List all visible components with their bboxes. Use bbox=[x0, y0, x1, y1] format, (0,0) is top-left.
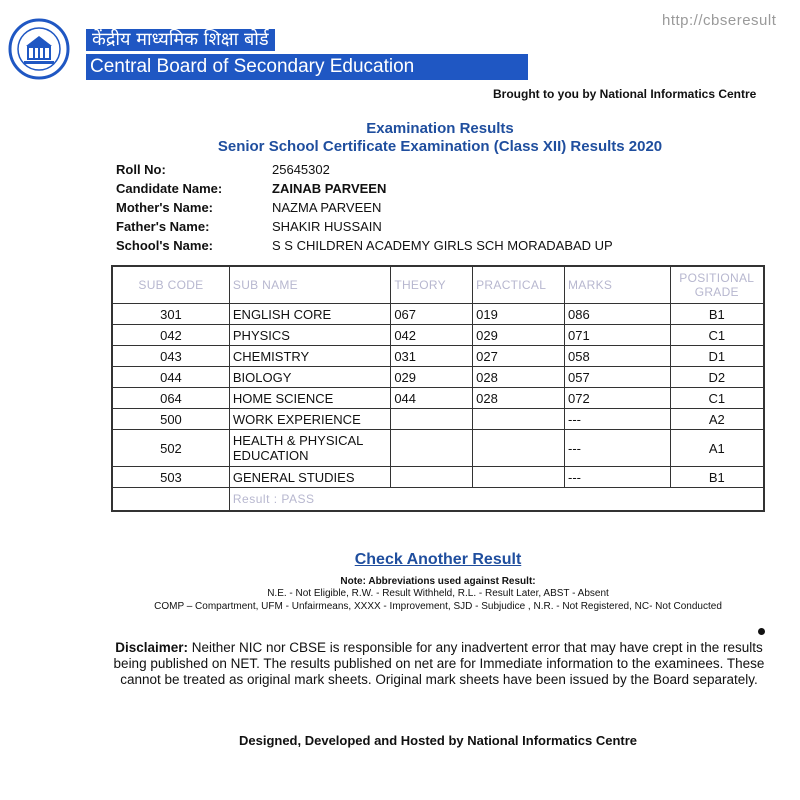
mother-value: NAZMA PARVEEN bbox=[272, 200, 382, 215]
name-label: Candidate Name: bbox=[116, 181, 223, 196]
header-grade: POSITIONAL GRADE bbox=[670, 266, 764, 304]
result-status: Result : PASS bbox=[229, 488, 764, 512]
cell-marks: --- bbox=[565, 409, 671, 430]
header-sub-name: SUB NAME bbox=[229, 266, 390, 304]
table-row bbox=[112, 304, 764, 325]
cell-sub-name: WORK EXPERIENCE bbox=[229, 409, 390, 430]
marks-table bbox=[111, 265, 765, 512]
notes-line-1: N.E. - Not Eligible, R.W. - Result Withheld, R.L. - Result Later, ABST - Absent bbox=[267, 588, 609, 599]
cell-theory bbox=[391, 430, 473, 467]
cell-sub-code: 044 bbox=[112, 367, 229, 388]
father-value: SHAKIR HUSSAIN bbox=[272, 219, 382, 234]
header-theory: THEORY bbox=[391, 266, 473, 304]
exam-title: Senior School Certificate Examination (Class XII) Results 2020 bbox=[217, 138, 663, 155]
cell-sub-code: 503 bbox=[112, 467, 229, 488]
roll-value: 25645302 bbox=[272, 162, 330, 177]
table-row bbox=[112, 467, 764, 488]
site-url: http://cbseresult bbox=[662, 12, 777, 29]
check-another-result-link[interactable]: Check Another Result bbox=[354, 551, 522, 568]
result-spacer-cell bbox=[112, 488, 229, 512]
cell-sub-name: HEALTH & PHYSICAL EDUCATION bbox=[229, 430, 390, 467]
cell-sub-code: 042 bbox=[112, 325, 229, 346]
notes-line-2: COMP – Compartment, UFM - Unfairmeans, XXXX - Improvement, SJD - Subjudice , N.R. - Not Registered, NC- Not Conducted bbox=[154, 601, 722, 612]
cell-marks: 058 bbox=[565, 346, 671, 367]
cell-grade: D1 bbox=[670, 346, 764, 367]
cell-practical bbox=[473, 430, 565, 467]
cell-grade: D2 bbox=[670, 367, 764, 388]
cell-theory: 044 bbox=[391, 388, 473, 409]
cell-sub-code: 502 bbox=[112, 430, 229, 467]
school-label: School's Name: bbox=[116, 238, 214, 253]
disclaimer-text: Neither NIC nor CBSE is responsible for any inadvertent error that may have crept in the results being published on NET. The results published on net are for Immediate information to the examinees. These cannot be treated as original mark sheets. Original mark sheets have been issued by the Board separately. bbox=[113, 640, 765, 687]
cell-theory: 031 bbox=[391, 346, 473, 367]
cell-theory: 029 bbox=[391, 367, 473, 388]
cell-grade: A2 bbox=[670, 409, 764, 430]
cell-sub-code: 064 bbox=[112, 388, 229, 409]
table-row bbox=[112, 325, 764, 346]
roll-label: Roll No: bbox=[116, 162, 166, 177]
table-row bbox=[112, 388, 764, 409]
cell-marks: --- bbox=[565, 467, 671, 488]
page-title: Examination Results bbox=[366, 120, 514, 137]
header-sub-code: SUB CODE bbox=[112, 266, 229, 304]
cell-practical: 028 bbox=[473, 367, 565, 388]
cell-sub-code: 043 bbox=[112, 346, 229, 367]
board-title-english: Central Board of Secondary Education bbox=[86, 54, 528, 80]
cell-theory bbox=[391, 409, 473, 430]
notes-title: Note: Abbreviations used against Result: bbox=[340, 576, 536, 587]
cell-practical: 019 bbox=[473, 304, 565, 325]
cell-theory: 067 bbox=[391, 304, 473, 325]
cell-marks: 086 bbox=[565, 304, 671, 325]
cell-grade: A1 bbox=[670, 430, 764, 467]
disclaimer bbox=[112, 640, 766, 688]
cell-theory bbox=[391, 467, 473, 488]
cell-theory: 042 bbox=[391, 325, 473, 346]
name-value: ZAINAB PARVEEN bbox=[272, 181, 387, 196]
roll-row bbox=[116, 160, 613, 179]
footer-credit: Designed, Developed and Hosted by National Informatics Centre bbox=[238, 733, 638, 748]
scan-dot-mark bbox=[758, 628, 765, 635]
disclaimer-label: Disclaimer: bbox=[115, 640, 189, 655]
cell-sub-name: PHYSICS bbox=[229, 325, 390, 346]
cbse-logo-icon bbox=[6, 18, 72, 80]
cell-sub-name: HOME SCIENCE bbox=[229, 388, 390, 409]
candidate-info bbox=[116, 160, 613, 255]
mother-label: Mother's Name: bbox=[116, 200, 213, 215]
cell-sub-name: BIOLOGY bbox=[229, 367, 390, 388]
cell-grade: B1 bbox=[670, 304, 764, 325]
table-row bbox=[112, 346, 764, 367]
cell-grade: C1 bbox=[670, 325, 764, 346]
cell-marks: 057 bbox=[565, 367, 671, 388]
table-row bbox=[112, 367, 764, 388]
header-marks: MARKS bbox=[565, 266, 671, 304]
table-row bbox=[112, 430, 764, 467]
cell-marks: 071 bbox=[565, 325, 671, 346]
cell-grade: B1 bbox=[670, 467, 764, 488]
school-value: S S CHILDREN ACADEMY GIRLS SCH MORADABAD UP bbox=[272, 238, 613, 253]
header-practical: PRACTICAL bbox=[473, 266, 565, 304]
table-header-row bbox=[112, 266, 764, 304]
result-row bbox=[112, 488, 764, 512]
cell-practical: 027 bbox=[473, 346, 565, 367]
father-label: Father's Name: bbox=[116, 219, 210, 234]
cell-practical bbox=[473, 467, 565, 488]
cell-marks: --- bbox=[565, 430, 671, 467]
brought-by-text: Brought to you by National Informatics Centre bbox=[493, 87, 757, 101]
board-title-hindi: केंद्रीय माध्यमिक शिक्षा बोर्ड bbox=[86, 29, 275, 51]
cell-sub-name: GENERAL STUDIES bbox=[229, 467, 390, 488]
name-row bbox=[116, 179, 613, 198]
cell-practical bbox=[473, 409, 565, 430]
cell-sub-name: CHEMISTRY bbox=[229, 346, 390, 367]
cell-sub-name: ENGLISH CORE bbox=[229, 304, 390, 325]
mother-row bbox=[116, 198, 613, 217]
school-row bbox=[116, 236, 613, 255]
cell-marks: 072 bbox=[565, 388, 671, 409]
cell-sub-code: 301 bbox=[112, 304, 229, 325]
cell-grade: C1 bbox=[670, 388, 764, 409]
father-row bbox=[116, 217, 613, 236]
cell-sub-code: 500 bbox=[112, 409, 229, 430]
cell-practical: 029 bbox=[473, 325, 565, 346]
cell-practical: 028 bbox=[473, 388, 565, 409]
table-row bbox=[112, 409, 764, 430]
